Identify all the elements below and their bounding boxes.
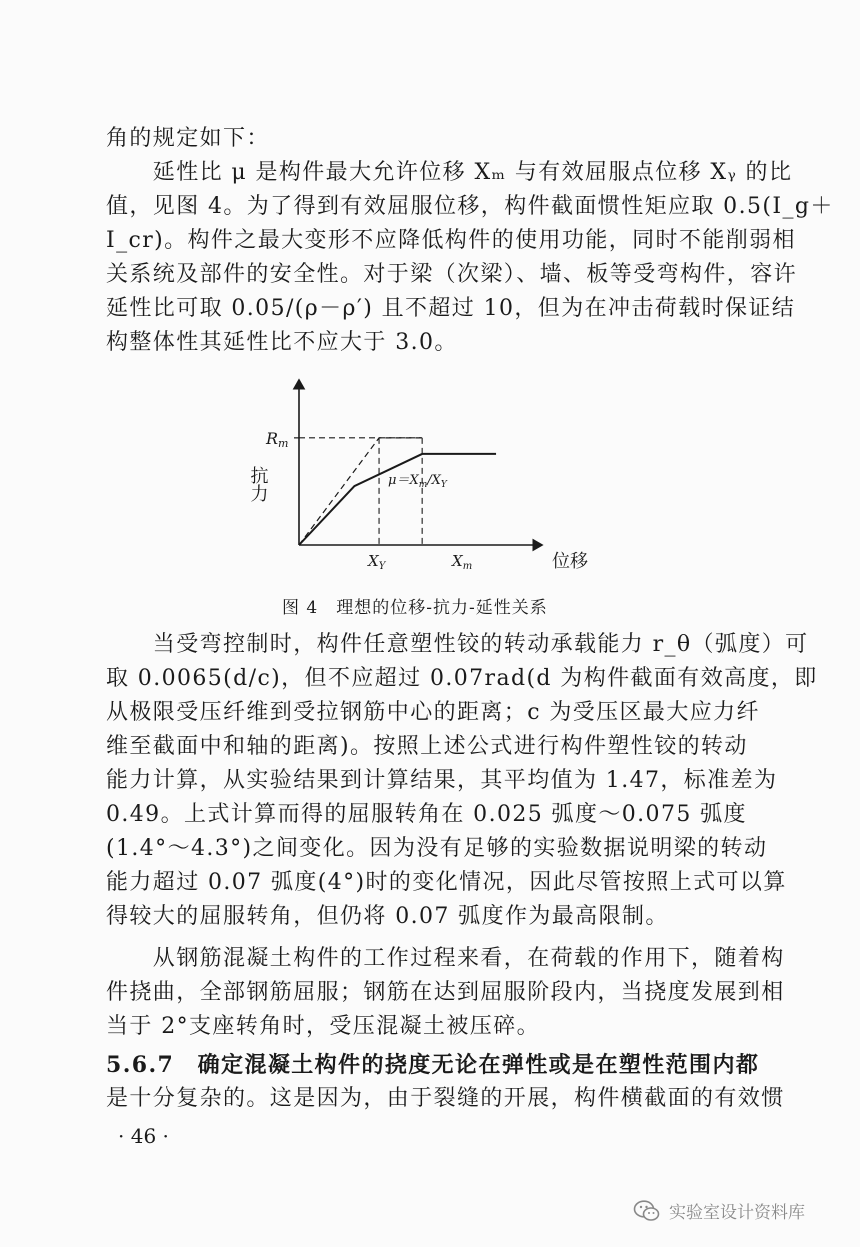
watermark: [633, 1198, 805, 1223]
text-line: 值，见图 4。为了得到有效屈服位移，构件截面惯性矩应取 0.5(I_g＋: [106, 194, 834, 219]
text-line: 件挠曲，全部钢筋屈服；钢筋在达到屈服阶段内，当挠度发展到相: [106, 980, 785, 1005]
text-line: 能力超过 0.07 弧度(4°)时的变化情况，因此尽管按照上式可以算: [106, 870, 787, 895]
text-line: 能力计算，从实验结果到计算结果，其平均值为 1.47，标准差为: [106, 768, 778, 793]
text-line: 维至截面中和轴的距离)。按照上述公式进行构件塑性铰的转动: [106, 734, 748, 759]
text-line: 5.6.7 确定混凝土构件的挠度无论在弹性或是在塑性范围内都: [106, 1052, 760, 1078]
page-number: · 46 ·: [118, 1124, 169, 1148]
figure-caption: 图 4 理想的位移-抗力-延性关系: [282, 598, 548, 618]
text-line: 从极限受压纤维到受拉钢筋中心的距离；c 为受压区最大应力纤: [106, 700, 760, 725]
text-line: 构整体性其延性比不应大于 3.0。: [106, 330, 458, 355]
text-line: 当于 2°支座转角时，受压混凝土被压碎。: [106, 1014, 540, 1039]
x-axis-label: 位移: [552, 551, 588, 572]
wechat-icon: [633, 1199, 661, 1223]
text-line: 取 0.0065(d/c)，但不应超过 0.07rad(d 为构件截面有效高度，即: [106, 666, 818, 691]
rm-tick-label: Rm: [266, 429, 289, 450]
text-line: 当受弯控制时，构件任意塑性铰的转动承载能力 r_θ（弧度）可: [106, 632, 809, 657]
text-line: 延性比 μ 是构件最大允许位移 Xₘ 与有效屈服点位移 Xᵧ 的比: [106, 160, 793, 185]
text-line: 从钢筋混凝土构件的工作过程来看，在荷载的作用下，随着构: [106, 946, 785, 971]
xy-tick-label: $X_Y$: [368, 552, 386, 572]
text-line: 角的规定如下：: [106, 126, 270, 151]
text-line: 0.49。上式计算而得的屈服转角在 0.025 弧度～0.075 弧度: [106, 802, 747, 827]
actual-curve: [299, 454, 496, 545]
displacement-resistance-chart: [240, 368, 600, 578]
text-line: (1.4°～4.3°)之间变化。因为没有足够的实验数据说明梁的转动: [106, 836, 768, 861]
text-line: 延性比可取 0.05/(ρ－ρ′) 且不超过 10，但为在冲击荷载时保证结: [106, 296, 796, 321]
text-line: 得较大的屈服转角，但仍将 0.07 弧度作为最高限制。: [106, 904, 669, 929]
y-axis-label: 抗力: [247, 466, 269, 502]
xm-tick-label: $X_m$: [452, 552, 473, 572]
idealized-curve: [299, 438, 422, 545]
text-line: I_cr)。构件之最大变形不应降低构件的使用功能，同时不能削弱相: [106, 228, 796, 253]
ductility-annotation: $\mu=X_m/X_Y$: [388, 473, 447, 490]
text-line: 是十分复杂的。这是因为，由于裂缝的开展，构件横截面的有效惯: [106, 1086, 785, 1111]
text-line: 关系统及部件的安全性。对于梁（次梁）、墙、板等受弯构件，容许: [106, 262, 798, 287]
watermark-text: 实验室设计资料库: [669, 1203, 805, 1223]
